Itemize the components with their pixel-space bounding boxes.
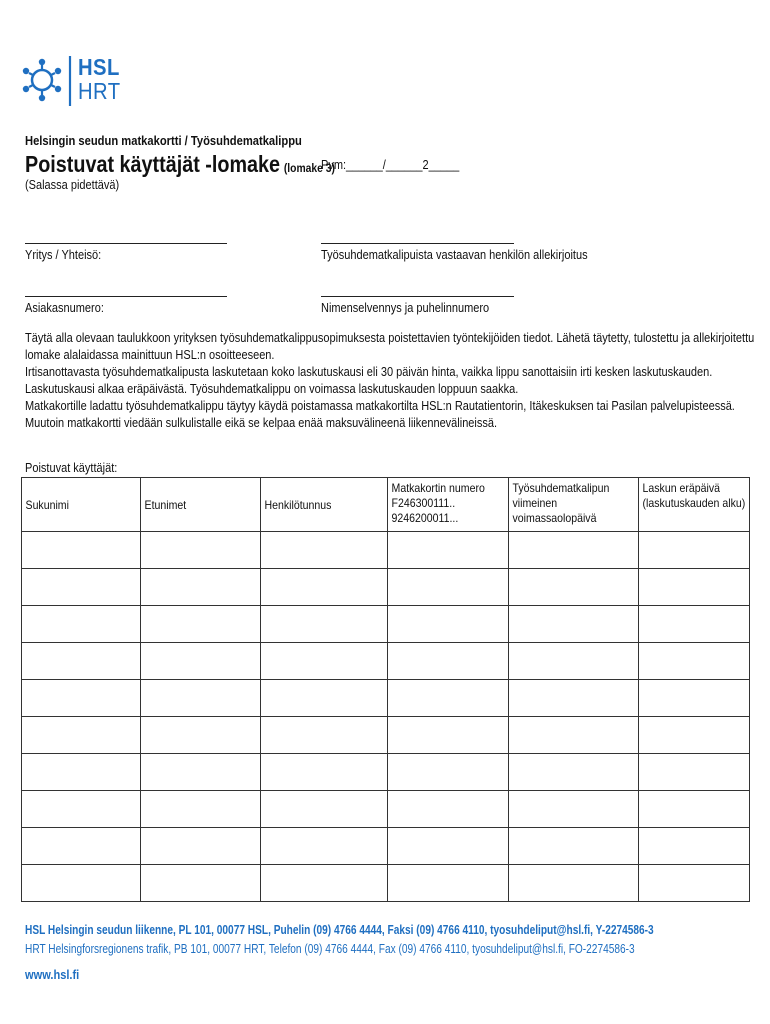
table-row: [22, 791, 750, 828]
table-cell[interactable]: [261, 717, 388, 754]
table-cell[interactable]: [388, 865, 509, 902]
column-header: Etunimet: [141, 478, 261, 532]
users-table: [21, 477, 750, 902]
table-cell[interactable]: [509, 717, 639, 754]
name-phone-input-line[interactable]: [321, 296, 514, 297]
customer-number-label: Asiakasnumero:: [25, 301, 104, 315]
table-cell[interactable]: [388, 569, 509, 606]
table-cell[interactable]: [22, 532, 141, 569]
brand-line2: HRT: [78, 78, 121, 104]
table-cell[interactable]: [509, 569, 639, 606]
table-cell[interactable]: [141, 791, 261, 828]
instructions: [25, 330, 760, 432]
table-cell[interactable]: [388, 791, 509, 828]
footer-hrt-contact: HRT Helsingforsregionens trafik, PB 101, 00077 HRT, Telefon (09) 4766 4444, Fax (09) 4766 4110, tyosuhdeliput@hsl.fi, FO-2274586-3: [25, 941, 635, 956]
table-cell[interactable]: [509, 532, 639, 569]
table-cell[interactable]: [141, 680, 261, 717]
column-header: Sukunimi: [22, 478, 141, 532]
table-cell[interactable]: [388, 828, 509, 865]
confidential-note: (Salassa pidettävä): [25, 178, 120, 192]
table-cell[interactable]: [639, 791, 750, 828]
table-cell[interactable]: [22, 643, 141, 680]
table-cell[interactable]: [639, 569, 750, 606]
instruction-paragraph: Irtisanottavasta työsuhdematkalipusta laskutetaan koko laskutuskausi eli 30 päivän hinta, vaikka lippu sanottaisiin irti kesken laskutuskauden. Laskutuskausi alkaa eräpäivästä. Työsuhdematkalippu on voimassa laskutuskauden loppuun saakka.: [25, 365, 713, 396]
table-cell[interactable]: [509, 754, 639, 791]
table-cell[interactable]: [261, 828, 388, 865]
column-header: Työsuhdematkalipun viimeinen voimassaolopäivä: [509, 478, 639, 532]
table-row: [22, 643, 750, 680]
table-cell[interactable]: [639, 828, 750, 865]
table-cell[interactable]: [22, 606, 141, 643]
table-cell[interactable]: [141, 569, 261, 606]
customer-number-input-line[interactable]: [25, 296, 227, 297]
table-cell[interactable]: [22, 717, 141, 754]
table-cell[interactable]: [261, 532, 388, 569]
table-cell[interactable]: [261, 606, 388, 643]
date-field[interactable]: Pvm:______/______2_____: [321, 158, 460, 172]
table-cell[interactable]: [639, 717, 750, 754]
table-cell[interactable]: [141, 643, 261, 680]
table-header-row: [22, 478, 750, 532]
table-cell[interactable]: [261, 569, 388, 606]
table-cell[interactable]: [509, 828, 639, 865]
table-cell[interactable]: [261, 643, 388, 680]
signature-input-line[interactable]: [321, 243, 514, 244]
table-cell[interactable]: [388, 754, 509, 791]
table-cell[interactable]: [509, 791, 639, 828]
table-cell[interactable]: [141, 828, 261, 865]
form-title-main: Poistuvat käyttäjät -lomake: [25, 151, 281, 177]
table-row: [22, 532, 750, 569]
table-cell[interactable]: [388, 717, 509, 754]
column-header: Laskun eräpäivä (laskutuskauden alku): [639, 478, 750, 532]
table-row: [22, 828, 750, 865]
table-cell[interactable]: [22, 865, 141, 902]
table-cell[interactable]: [141, 754, 261, 791]
signature-label: Työsuhdematkalipuista vastaavan henkilön allekirjoitus: [321, 248, 588, 262]
table-cell[interactable]: [388, 606, 509, 643]
table-cell[interactable]: [141, 717, 261, 754]
table-cell[interactable]: [509, 680, 639, 717]
table-cell[interactable]: [22, 754, 141, 791]
table-cell[interactable]: [22, 828, 141, 865]
table-cell[interactable]: [639, 865, 750, 902]
table-cell[interactable]: [261, 791, 388, 828]
column-header: Matkakortin numero F246300111.. 9246200011...: [388, 478, 509, 532]
section-label: Poistuvat käyttäjät:: [25, 461, 118, 475]
form-title-suffix: (lomake 3): [283, 161, 335, 175]
footer-hsl-contact: HSL Helsingin seudun liikenne, PL 101, 00077 HSL, Puhelin (09) 4766 4444, Faksi (09) 4766 4110, tyosuhdeliput@hsl.fi, Y-2274586-3: [25, 922, 654, 937]
form-title: [25, 151, 335, 178]
brand-line1: HSL: [78, 54, 120, 80]
table-cell[interactable]: [22, 791, 141, 828]
table-cell[interactable]: [388, 680, 509, 717]
table-cell[interactable]: [639, 680, 750, 717]
table-row: [22, 865, 750, 902]
table-cell[interactable]: [141, 606, 261, 643]
table-row: [22, 717, 750, 754]
column-header: Henkilötunnus: [261, 478, 388, 532]
company-input-line[interactable]: [25, 243, 227, 244]
table-cell[interactable]: [141, 865, 261, 902]
table-cell[interactable]: [261, 754, 388, 791]
table-cell[interactable]: [509, 865, 639, 902]
table-cell[interactable]: [261, 865, 388, 902]
instruction-paragraph: Täytä alla olevaan taulukkoon yrityksen työsuhdematkalippusopimuksesta poistettavien työntekijöiden tiedot. Lähetä täytetty, tulostettu ja allekirjoitettu lomake alalaidassa mainittuun HSL:n osoitteeseen.: [25, 331, 755, 362]
form-subtitle: Helsingin seudun matkakortti / Työsuhdematkalippu: [25, 133, 302, 148]
table-body: [22, 532, 750, 902]
table-cell[interactable]: [388, 532, 509, 569]
table-cell[interactable]: [639, 643, 750, 680]
table-cell[interactable]: [639, 754, 750, 791]
table-cell[interactable]: [509, 643, 639, 680]
footer-website-link[interactable]: www.hsl.fi: [25, 967, 80, 982]
instruction-paragraph: Matkakortille ladattu työsuhdematkalippu täytyy käydä poistamassa matkakortilta HSL:n Rautatientorin, Itäkeskuksen tai Pasilan palvelupisteessä. Muutoin matkakortti viedään sulkulistalle eikä se kelpaa enää maksuvälineenä liikennevälineissä.: [25, 399, 735, 430]
table-cell[interactable]: [639, 606, 750, 643]
company-label: Yritys / Yhteisö:: [25, 248, 102, 262]
table-cell[interactable]: [141, 532, 261, 569]
brand-wordmark: [78, 55, 126, 103]
table-row: [22, 754, 750, 791]
name-phone-label: Nimenselvennys ja puhelinnumero: [321, 301, 490, 315]
table-cell[interactable]: [22, 680, 141, 717]
table-cell[interactable]: [22, 569, 141, 606]
table-row: [22, 569, 750, 606]
table-cell[interactable]: [261, 680, 388, 717]
table-row: [22, 680, 750, 717]
table-cell[interactable]: [509, 606, 639, 643]
table-row: [22, 606, 750, 643]
table-cell[interactable]: [639, 532, 750, 569]
table-cell[interactable]: [388, 643, 509, 680]
